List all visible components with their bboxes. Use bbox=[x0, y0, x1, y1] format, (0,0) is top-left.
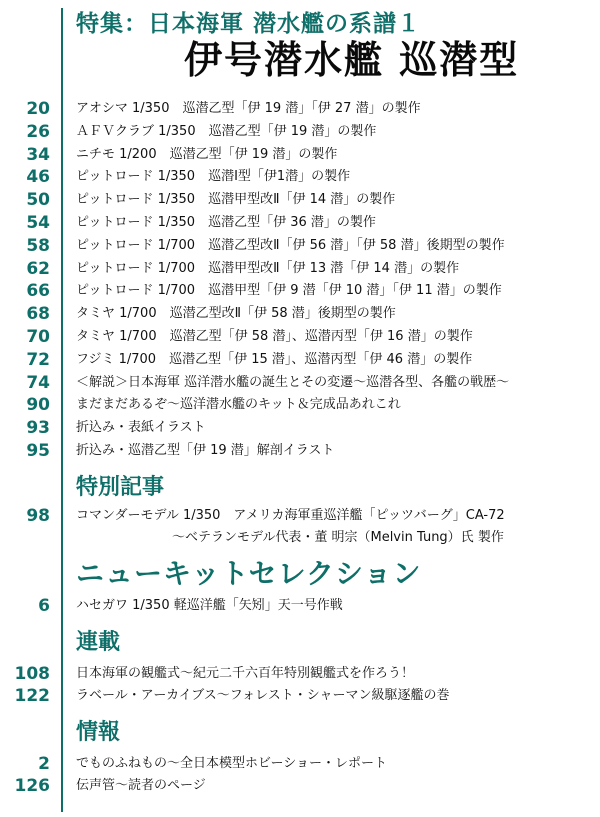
toc-row[interactable] bbox=[0, 280, 600, 302]
entry-title: 日本海軍の観艦式～紀元二千六百年特別観艦式を作ろう！ bbox=[76, 666, 415, 681]
entry-title: 折込み・巡潜乙型「伊 19 潜」解剖イラスト bbox=[76, 443, 335, 458]
section-heading-info: 情報 bbox=[76, 720, 121, 745]
toc-row[interactable] bbox=[0, 372, 600, 394]
entry-title: ニチモ 1/200 巡潜乙型「伊 19 潜」の製作 bbox=[76, 146, 338, 162]
toc-row[interactable] bbox=[0, 685, 600, 707]
page-number: 74 bbox=[26, 372, 50, 393]
toc-row[interactable] bbox=[0, 349, 600, 371]
page-number: 58 bbox=[26, 235, 50, 256]
feature-header bbox=[76, 10, 596, 82]
entry-title: ピットロード 1/700 巡潜乙型改Ⅱ「伊 56 潜」「伊 58 潜」後期型の製作 bbox=[76, 237, 505, 253]
entry-title: でものふねもの～全日本模型ホビーショー・レポート bbox=[76, 756, 387, 771]
section-heading-new-kit: ニューキットセレクション bbox=[76, 557, 422, 590]
entry-title: ＜解説＞日本海軍 巡洋潜水艦の誕生とその変遷～巡潜各型、各艦の戦歴～ bbox=[76, 374, 510, 390]
entry-title: 折込み・表紙イラスト bbox=[76, 420, 206, 436]
toc-row[interactable] bbox=[0, 753, 600, 775]
entry-title: ラベール・アーカイブス～フォレスト・シャーマン級駆逐艦の巻 bbox=[76, 688, 450, 703]
page-number: 66 bbox=[26, 281, 50, 302]
toc-row[interactable] bbox=[0, 235, 600, 257]
page-number: 50 bbox=[26, 190, 50, 211]
toc-row[interactable] bbox=[0, 326, 600, 348]
feature-subtitle: 特集：日本海軍 潜水艦の系譜１ bbox=[76, 10, 422, 37]
toc-row[interactable] bbox=[0, 189, 600, 211]
entry-title: ピットロード 1/350 巡潜Ⅰ型「伊1潜」の製作 bbox=[76, 169, 351, 185]
toc-row[interactable] bbox=[0, 258, 600, 280]
page-number: 108 bbox=[14, 664, 50, 684]
page-number: 98 bbox=[26, 506, 50, 526]
page-number: 62 bbox=[26, 258, 50, 279]
feature-title: 伊号潜水艦 巡潜型 bbox=[184, 37, 520, 82]
toc-row[interactable] bbox=[0, 663, 600, 685]
toc-row-continuation bbox=[0, 527, 600, 549]
entry-title: タミヤ 1/700 巡潜乙型「伊 58 潜」、巡潜丙型「伊 16 潜」の製作 bbox=[76, 329, 473, 344]
page-number: 122 bbox=[14, 686, 50, 706]
entry-title: フジミ 1/700 巡潜乙型「伊 15 潜」、巡潜丙型「伊 46 潜」の製作 bbox=[76, 351, 473, 367]
entry-title: ピットロード 1/350 巡潜乙型「伊 36 潜」の製作 bbox=[76, 215, 376, 230]
entry-title: コマンダーモデル 1/350 アメリカ海軍重巡洋艦「ピッツバーグ」CA-72 bbox=[76, 508, 505, 523]
section-heading-special: 特別記事 bbox=[76, 475, 165, 500]
entry-title: ＡＦＶクラブ 1/350 巡潜乙型「伊 19 潜」の製作 bbox=[76, 123, 377, 139]
entry-title: アオシマ 1/350 巡潜乙型「伊 19 潜」「伊 27 潜」の製作 bbox=[76, 101, 421, 116]
entry-title: ピットロード 1/350 巡潜甲型改Ⅱ「伊 14 潜」の製作 bbox=[76, 192, 396, 208]
toc-row[interactable] bbox=[0, 166, 600, 188]
page-number: 95 bbox=[26, 441, 50, 461]
section-heading-serial: 連載 bbox=[76, 630, 121, 655]
page-number: 72 bbox=[26, 349, 50, 370]
page-number: 126 bbox=[14, 776, 50, 796]
toc-row[interactable] bbox=[0, 505, 600, 527]
page-number: 93 bbox=[26, 418, 50, 439]
entry-title: ハセガワ 1/350 軽巡洋艦「矢矧」天一号作戦 bbox=[76, 598, 343, 613]
toc-row[interactable] bbox=[0, 775, 600, 797]
toc-row[interactable] bbox=[0, 144, 600, 166]
page-number: 26 bbox=[26, 121, 50, 142]
page-number: 34 bbox=[26, 144, 50, 165]
toc-row[interactable] bbox=[0, 212, 600, 234]
toc-row[interactable] bbox=[0, 394, 600, 416]
entry-title: まだまだあるぞ～巡洋潜水艦のキット＆完成品あれこれ bbox=[76, 397, 401, 413]
entry-title: ピットロード 1/700 巡潜甲型「伊 9 潜「伊 10 潜」「伊 11 潜」の製作 bbox=[76, 283, 502, 299]
page-number: 46 bbox=[26, 167, 50, 188]
page-number: 6 bbox=[38, 596, 50, 616]
entry-title: ピットロード 1/700 巡潜甲型改Ⅱ「伊 13 潜「伊 14 潜」の製作 bbox=[76, 260, 460, 276]
toc-row[interactable] bbox=[0, 417, 600, 439]
page-number: 2 bbox=[38, 754, 50, 774]
page-number: 20 bbox=[26, 99, 50, 119]
entry-title: 伝声管～読者のページ bbox=[76, 778, 206, 793]
entry-title: タミヤ 1/700 巡潜乙型改Ⅱ「伊 58 潜」後期型の製作 bbox=[76, 306, 396, 322]
toc-row[interactable] bbox=[0, 595, 600, 617]
toc-row[interactable] bbox=[0, 440, 600, 462]
toc-row[interactable] bbox=[0, 98, 600, 120]
page-number: 90 bbox=[26, 395, 50, 416]
page-number: 70 bbox=[26, 327, 50, 347]
page-number: 68 bbox=[26, 304, 50, 325]
toc-row[interactable] bbox=[0, 303, 600, 325]
page-number: 54 bbox=[26, 213, 50, 233]
entry-subtitle: ～ベテランモデル代表・董 明宗（Melvin Tung）氏 製作 bbox=[172, 530, 504, 545]
toc-row[interactable] bbox=[0, 121, 600, 143]
